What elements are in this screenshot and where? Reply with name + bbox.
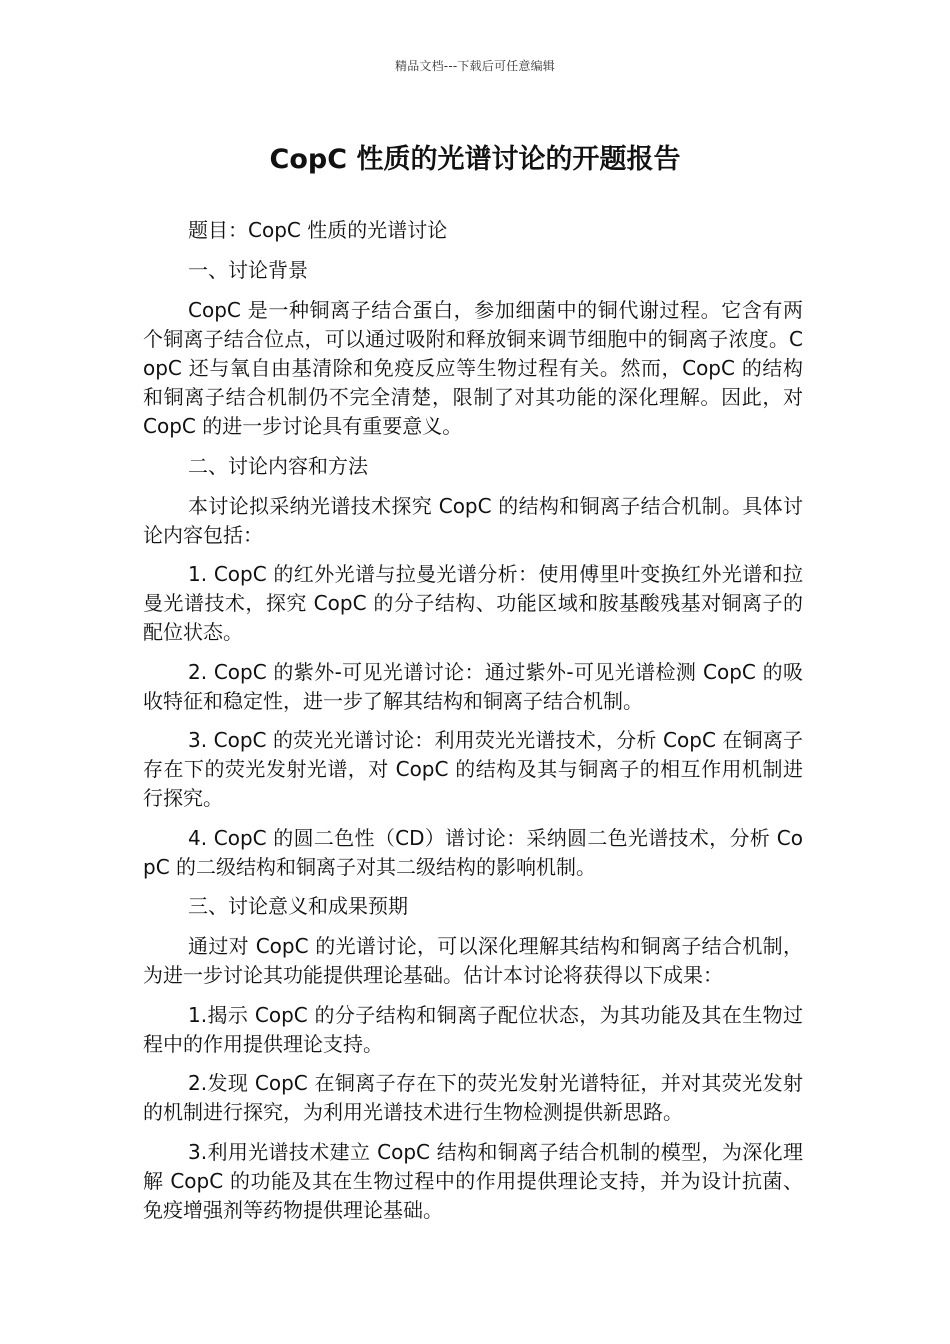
topic-line: 题目：CopC 性质的光谱讨论 bbox=[188, 218, 448, 242]
document-title: CopC 性质的光谱讨论的开题报告 bbox=[269, 144, 681, 175]
methods-item: 4. CopC 的圆二色性（CD）谱讨论：采纳圆二色光谱技术，分析 CopC 的二级结构和铜离子对其二级结构的影响机制。 bbox=[143, 825, 803, 879]
outcome-item: 2.发现 CopC 在铜离子存在下的荧光发射光谱特征，并对其荧光发射的机制进行探究，为利用光谱技术进行生物检测提供新思路。 bbox=[143, 1071, 803, 1124]
header-note: 精品文档---下载后可任意编辑 bbox=[395, 59, 555, 73]
outcome-item: 1.揭示 CopC 的分子结构和铜离子配位状态，为其功能及其在生物过程中的作用提供理论支持。 bbox=[143, 1002, 803, 1056]
methods-item: 3. CopC 的荧光光谱讨论：利用荧光光谱技术，分析 CopC 在铜离子存在下的荧光发射光谱，对 CopC 的结构及其与铜离子的相互作用机制进行探究。 bbox=[143, 728, 803, 810]
background-paragraph: CopC 是一种铜离子结合蛋白，参加细菌中的铜代谢过程。它含有两个铜离子结合位点，可以通过吸附和释放铜来调节细胞中的铜离子浓度。CopC 还与氧自由基清除和免疫反应等生物过程有关。然而，CopC 的结构和铜离子结合机制仍不完全清楚，限制了对其功能的深化理解。因此，对 CopC 的进一步讨论具有重要意义。 bbox=[143, 298, 803, 438]
methods-item: 1. CopC 的红外光谱与拉曼光谱分析：使用傅里叶变换红外光谱和拉曼光谱技术，探究 CopC 的分子结构、功能区域和胺基酸残基对铜离子的配位状态。 bbox=[143, 562, 803, 644]
methods-intro-paragraph: 本讨论拟采纳光谱技术探究 CopC 的结构和铜离子结合机制。具体讨论内容包括： bbox=[143, 493, 803, 547]
section-heading-content-methods: 二、讨论内容和方法 bbox=[188, 453, 368, 478]
methods-item: 2. CopC 的紫外-可见光谱讨论：通过紫外-可见光谱检测 CopC 的吸收特征和稳定性，进一步了解其结构和铜离子结合机制。 bbox=[143, 659, 803, 713]
significance-intro-paragraph: 通过对 CopC 的光谱讨论，可以深化理解其结构和铜离子结合机制，为进一步讨论其功能提供理论基础。估计本讨论将获得以下成果： bbox=[143, 934, 803, 987]
section-heading-significance: 三、讨论意义和成果预期 bbox=[188, 894, 408, 918]
outcome-item: 3.利用光谱技术建立 CopC 结构和铜离子结合机制的模型，为深化理解 CopC 的功能及其在生物过程中的作用提供理论支持，并为设计抗菌、免疫增强剂等药物提供理论基础。 bbox=[143, 1139, 803, 1222]
document-body bbox=[143, 216, 803, 1235]
section-heading-background: 一、讨论背景 bbox=[188, 258, 308, 282]
